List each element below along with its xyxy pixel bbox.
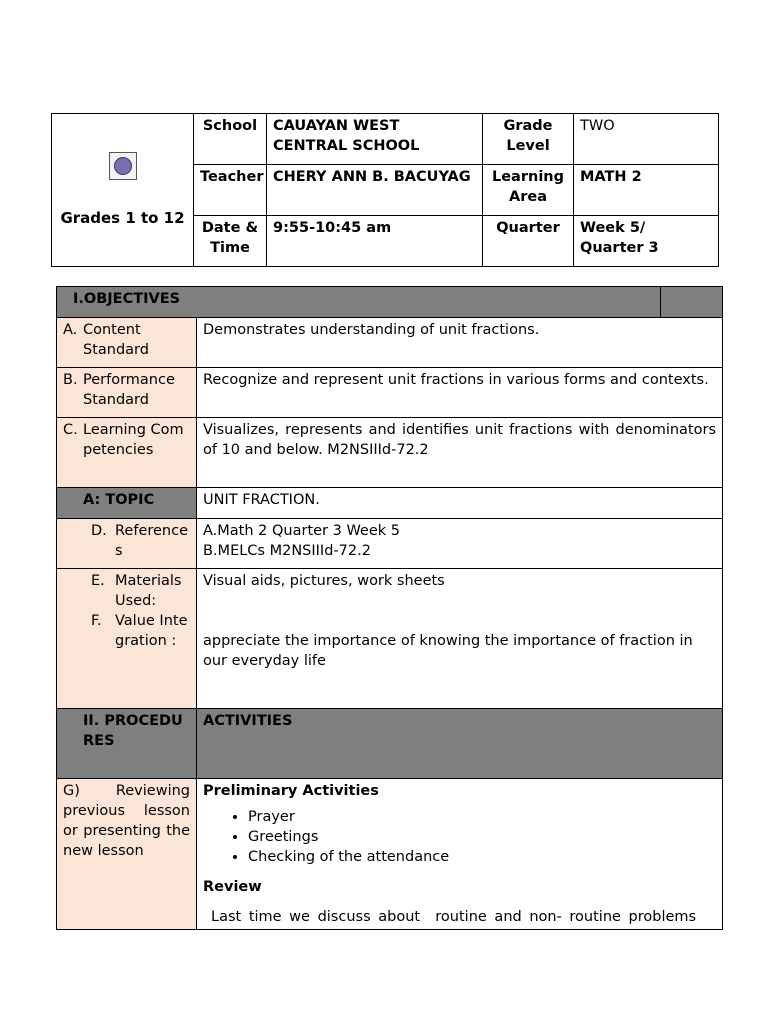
quarter-value: Week 5/ Quarter 3	[574, 216, 719, 267]
references-line-2: B.MELCs M2NSIIId-72.2	[203, 543, 371, 559]
performance-standard-value: Recognize and represent unit fractions in various forms and contexts.	[197, 368, 723, 418]
list-item: • Greetings	[248, 827, 716, 847]
teacher-label: Teacher	[194, 165, 267, 216]
school-value: CAUAYAN WEST CENTRAL SCHOOL	[267, 114, 483, 165]
materials-label: Materials Used:	[115, 573, 182, 609]
topic-label: A: TOPIC	[57, 488, 197, 519]
list-item: • Prayer	[248, 807, 716, 827]
materials-value: Visual aids, pictures, work sheets	[203, 573, 445, 589]
topic-value: UNIT FRACTION.	[197, 488, 723, 519]
review-heading: Review	[203, 879, 262, 895]
content-standard-label-cell	[57, 318, 197, 368]
date-time-value: 9:55-10:45 am	[267, 216, 483, 267]
materials-label-cell	[57, 569, 197, 709]
value-integration-letter: F.	[91, 613, 102, 629]
learning-area-value: MATH 2	[574, 165, 719, 216]
references-line-1: A.Math 2 Quarter 3 Week 5	[203, 523, 401, 539]
objectives-heading-blank	[661, 287, 723, 318]
learning-area-label: Learning Area	[483, 165, 574, 216]
materials-letter: E.	[91, 573, 105, 589]
references-value	[197, 519, 723, 569]
references-label-cell	[57, 519, 197, 569]
deped-seal-icon	[109, 152, 137, 180]
preliminary-heading: Preliminary Activities	[203, 783, 379, 799]
header-table	[51, 113, 719, 267]
reviewing-content	[197, 779, 723, 930]
activities-label: ACTIVITIES	[197, 709, 723, 779]
performance-standard-label: Performance Standard	[83, 372, 175, 408]
materials-value-cell	[197, 569, 723, 709]
grade-level-label: Grade Level	[483, 114, 574, 165]
reviewing-label: G) Reviewing previous lesson or presenting the new lesson	[57, 779, 197, 930]
competencies-value: Visualizes, represents and identifies unit fractions with denominators of 10 and below. M2NSIIId-72.2	[197, 418, 723, 488]
school-label: School	[194, 114, 267, 165]
date-time-label: Date & Time	[194, 216, 267, 267]
preliminary-list	[203, 807, 716, 867]
competencies-letter: C.	[63, 422, 78, 438]
procedures-label: II. PROCEDURES	[57, 709, 197, 779]
performance-standard-label-cell	[57, 368, 197, 418]
content-standard-label: Content Standard	[83, 322, 149, 358]
list-item: • Checking of the attendance	[248, 847, 716, 867]
teacher-value: CHERY ANN B. BACUYAG	[267, 165, 483, 216]
competencies-label: Learning Competencies	[83, 422, 184, 458]
deped-logo-cell	[52, 114, 194, 267]
content-standard-value: Demonstrates understanding of unit fractions.	[197, 318, 723, 368]
review-text: Last time we discuss about routine and non- routine problems	[211, 909, 697, 925]
lesson-plan-table	[56, 286, 723, 930]
objectives-heading: I.OBJECTIVES	[57, 287, 661, 318]
value-integration-value: appreciate the importance of knowing the importance of fraction in our everyday life	[203, 633, 693, 669]
references-letter: D.	[91, 523, 107, 539]
grade-level-value: TWO	[574, 114, 719, 165]
content-standard-letter: A.	[63, 322, 78, 338]
grades-label: Grades 1 to 12	[60, 208, 185, 227]
performance-standard-letter: B.	[63, 372, 78, 388]
quarter-label: Quarter	[483, 216, 574, 267]
competencies-label-cell	[57, 418, 197, 488]
references-label: References	[115, 523, 189, 559]
value-integration-label: Value Integration :	[115, 613, 188, 649]
